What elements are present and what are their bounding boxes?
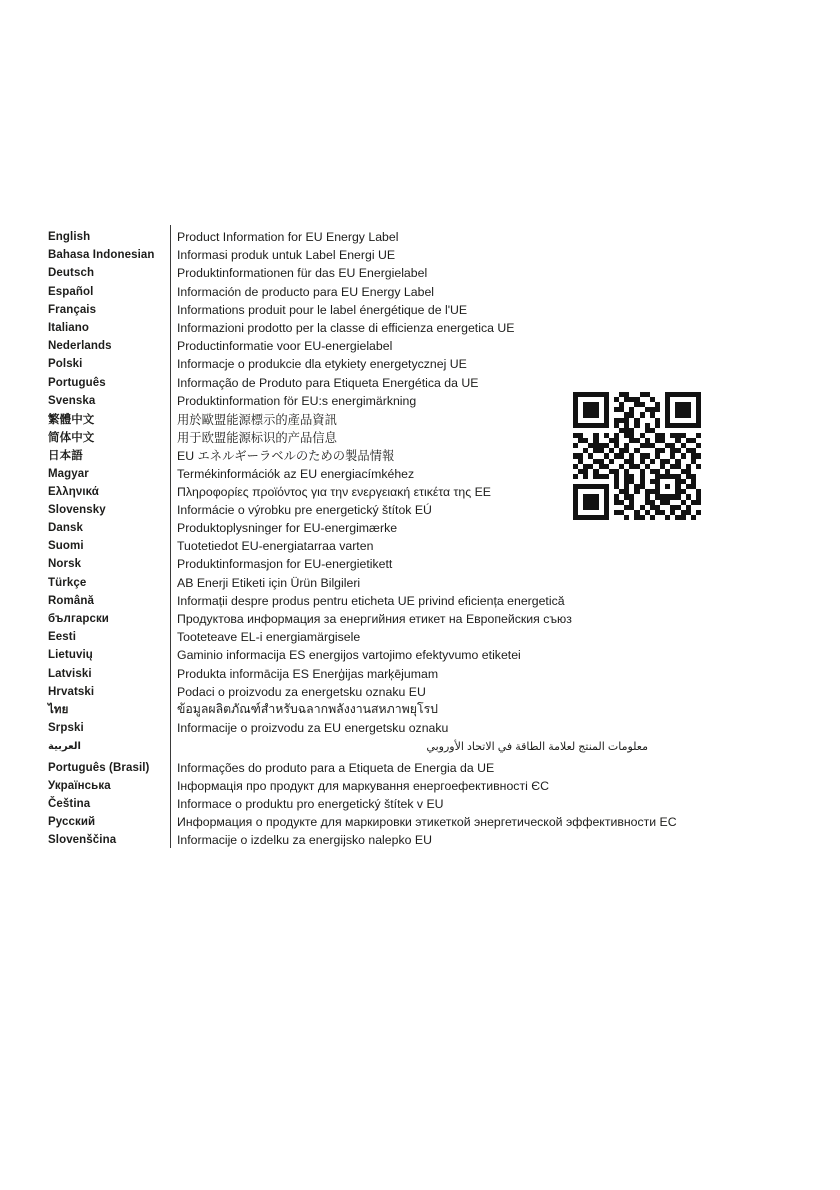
language-text: Productinformatie voor EU-energielabel xyxy=(177,339,393,354)
qr-code-icon xyxy=(573,392,701,520)
language-text: Produktoplysninger for EU-energimærke xyxy=(177,521,398,536)
language-label: Svenska xyxy=(48,394,96,407)
language-row xyxy=(0,301,840,319)
language-label: Magyar xyxy=(48,467,89,480)
language-row xyxy=(0,446,840,464)
language-row xyxy=(0,646,840,664)
language-text: Продуктова информация за енергийния етикет на Европейския съюз xyxy=(177,612,572,627)
language-table xyxy=(0,228,840,849)
language-label: Nederlands xyxy=(48,340,112,353)
language-text: EU エネルギーラベルのための製品情報 xyxy=(177,449,395,464)
language-label: Slovensky xyxy=(48,503,106,516)
language-text: Інформація про продукт для маркування енергоефективності ЄС xyxy=(177,778,549,793)
language-label: Español xyxy=(48,285,94,298)
language-label: Lietuvių xyxy=(48,649,93,662)
language-label: Українська xyxy=(48,779,111,792)
language-row xyxy=(0,719,840,737)
language-label: Türkçe xyxy=(48,576,87,589)
language-row xyxy=(0,392,840,410)
language-label: 繁體中文 xyxy=(48,413,95,426)
language-row xyxy=(0,701,840,719)
language-label: Français xyxy=(48,303,97,316)
language-label: Suomi xyxy=(48,540,84,553)
language-text: Informacije o izdelku za energijsko nalepko EU xyxy=(177,833,432,848)
language-row xyxy=(0,628,840,646)
language-row xyxy=(0,374,840,392)
language-text: Πληροφορίες προϊόντος για την ενεργειακή ετικέτα της ΕΕ xyxy=(177,484,491,499)
language-row xyxy=(0,592,840,610)
language-text: AB Enerji Etiketi için Ürün Bilgileri xyxy=(177,575,361,590)
language-row xyxy=(0,428,840,446)
language-text: Informações do produto para a Etiqueta de Energia da UE xyxy=(177,760,495,775)
language-text: Termékinformációk az EU energiacímkéhez xyxy=(177,466,415,481)
language-text: Product Information for EU Energy Label xyxy=(177,230,399,245)
language-row xyxy=(0,831,840,849)
language-label: Norsk xyxy=(48,558,82,571)
language-label: Português xyxy=(48,376,106,389)
language-row xyxy=(0,610,840,628)
language-row xyxy=(0,813,840,831)
language-row xyxy=(0,283,840,301)
language-row xyxy=(0,777,840,795)
language-label: ไทย xyxy=(48,703,69,716)
language-label: Deutsch xyxy=(48,267,95,280)
language-text: معلومات المنتج لعلامة الطاقة في الاتحاد الأوروبي xyxy=(426,740,648,753)
language-row xyxy=(0,246,840,264)
language-row xyxy=(0,519,840,537)
language-row xyxy=(0,464,840,482)
language-label: Eesti xyxy=(48,631,76,644)
language-text: Produktinformation för EU:s energimärkning xyxy=(177,393,417,408)
language-label: Română xyxy=(48,594,94,607)
language-label: 日本語 xyxy=(48,450,83,463)
language-row xyxy=(0,355,840,373)
language-text: Produktinformationen für das EU Energielabel xyxy=(177,266,428,281)
language-label: Dansk xyxy=(48,522,84,535)
language-text: Tuotetiedot EU-energiatarraa varten xyxy=(177,539,374,554)
language-label: 简体中文 xyxy=(48,432,95,445)
language-row xyxy=(0,537,840,555)
language-text: Produkta informācija ES Enerģijas marķējumam xyxy=(177,666,439,681)
language-row xyxy=(0,758,840,776)
language-label: Latviski xyxy=(48,667,92,680)
language-row xyxy=(0,410,840,428)
language-text: Informații despre produs pentru eticheta UE privind eficiența energetică xyxy=(177,593,565,608)
language-row xyxy=(0,683,840,701)
language-text: ข้อมูลผลิตภัณฑ์สำหรับฉลากพลังงานสหภาพยุโรป xyxy=(177,702,438,717)
language-label: English xyxy=(48,231,91,244)
language-text: Informação de Produto para Etiqueta Energética da UE xyxy=(177,375,479,390)
language-text: Información de producto para EU Energy Label xyxy=(177,284,435,299)
language-row xyxy=(0,264,840,282)
language-text: Informace o produktu pro energetický štítek v EU xyxy=(177,796,444,811)
language-text: Informacije o proizvodu za EU energetsku oznaku xyxy=(177,721,449,736)
language-label: Português (Brasil) xyxy=(48,761,150,774)
language-text: Informazioni prodotto per la classe di efficienza energetica UE xyxy=(177,321,515,336)
language-label: Bahasa Indonesian xyxy=(48,249,155,262)
language-label: Hrvatski xyxy=(48,685,95,698)
language-row xyxy=(0,228,840,246)
language-row xyxy=(0,737,840,755)
language-text: 用于欧盟能源标识的产品信息 xyxy=(177,431,337,446)
language-row xyxy=(0,574,840,592)
language-text: Informácie o výrobku pre energetický štítok EÚ xyxy=(177,502,432,517)
language-row xyxy=(0,483,840,501)
language-text: Информация о продукте для маркировки этикеткой энергетической эффективности ЕС xyxy=(177,815,677,830)
language-text: Gaminio informacija ES energijos vartojimo efektyvumo etiketei xyxy=(177,648,521,663)
language-row xyxy=(0,337,840,355)
language-row xyxy=(0,795,840,813)
language-label: العربية xyxy=(48,740,81,752)
language-row xyxy=(0,555,840,573)
language-text: Produktinformasjon for EU-energietikett xyxy=(177,557,393,572)
language-text: Informasi produk untuk Label Energi UE xyxy=(177,248,396,263)
language-label: български xyxy=(48,613,109,626)
language-row xyxy=(0,665,840,683)
language-label: Čeština xyxy=(48,797,91,810)
language-label: Slovenščina xyxy=(48,834,117,847)
language-label: Italiano xyxy=(48,322,90,335)
language-row xyxy=(0,319,840,337)
language-label: Русский xyxy=(48,816,96,829)
language-text: 用於歐盟能源標示的產品資訊 xyxy=(177,412,337,427)
language-label: Srpski xyxy=(48,722,84,735)
language-row xyxy=(0,501,840,519)
language-label: Ελληνικά xyxy=(48,485,99,498)
language-text: Informacje o produkcie dla etykiety energetycznej UE xyxy=(177,357,467,372)
language-text: Informations produit pour le label énergétique de l'UE xyxy=(177,302,468,317)
language-text: Tooteteave EL-i energiamärgisele xyxy=(177,630,361,645)
language-text: Podaci o proizvodu za energetsku oznaku EU xyxy=(177,684,426,699)
language-label: Polski xyxy=(48,358,83,371)
